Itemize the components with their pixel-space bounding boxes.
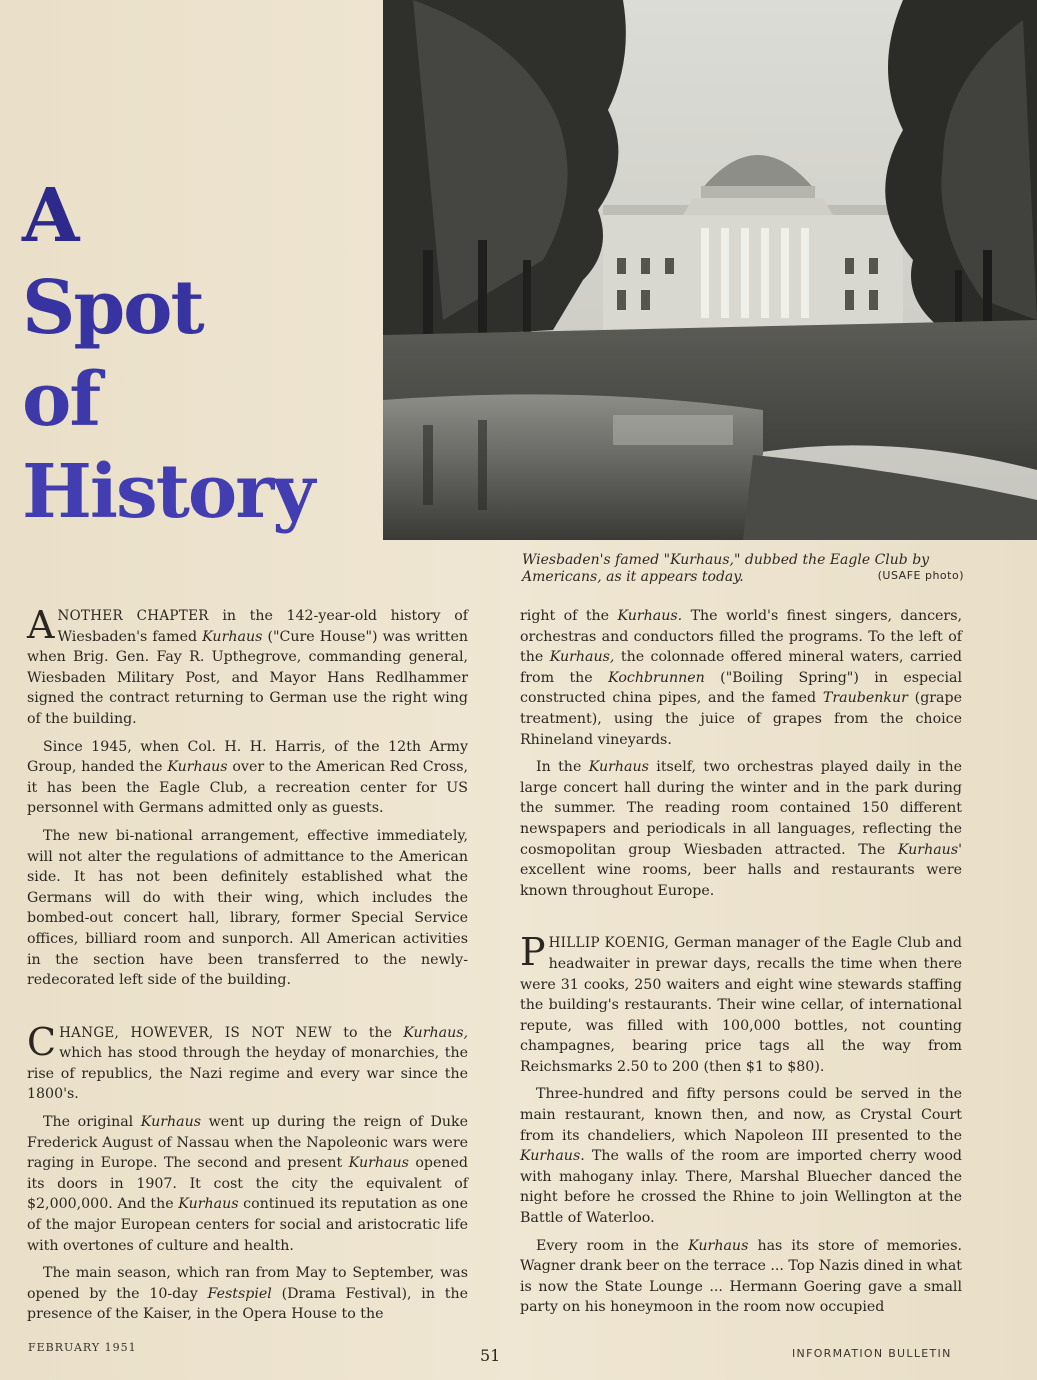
drop-cap: P — [520, 930, 546, 975]
lead-in-caps: NOTHER CHAPTER — [57, 608, 209, 624]
title-line-4: History — [22, 449, 314, 535]
photo-of-kurhaus-building-icon — [383, 0, 1037, 540]
title-line-1: A — [22, 173, 78, 259]
caption-line-1: Wiesbaden's famed "Kurhaus," dubbed the Eagle Club by — [522, 552, 930, 568]
right-column — [520, 606, 962, 1325]
lead-in-caps: HILLIP KOENIG, — [548, 935, 670, 952]
footer-date: FEBRUARY 1951 — [28, 1341, 137, 1354]
paragraph: Every room in the Kurhaus has its store of memories. Wagner drank beer on the terrace ... Top Nazis dined in what is now the State Lounge ... Hermann Goering gave a small party on his honeymoon in the room now occupied — [520, 1237, 962, 1316]
paragraph: Since 1945, when Col. H. H. Harris, of the 12th Army Group, handed the Kurhaus over to the American Red Cross, it has been the Eagle Club, a recreation center for US personnel with Germans admitted only as guests. — [27, 738, 468, 817]
title-line-2: Spot — [22, 265, 203, 351]
paragraph: In the Kurhaus itself, two orchestras played daily in the large concert hall during the winter and in the park during the summer. The reading room contained 150 different newspapers and periodicals in all languages, reflecting the cosmopolitan group Wiesbaden attracted. The Kurhaus' excellent wine rooms, beer halls and restaurants were known throughout Europe. — [520, 759, 962, 899]
drop-cap: A — [27, 603, 55, 647]
paragraph: The main season, which ran from May to September, was opened by the 10-day Festspiel (Drama Festival), in the presence of the Kaiser, in the Opera House to the — [27, 1265, 468, 1323]
footer-publication: INFORMATION BULLETIN — [792, 1347, 952, 1360]
paragraph: CHANGE, HOWEVER, IS NOT NEW to the Kurhaus, which has stood through the heyday of monarchies, the rise of republics, the Nazi regime and every war since the 1800's. — [27, 1019, 468, 1103]
kurhaus-photo — [383, 0, 1037, 540]
paragraph: PHILLIP KOENIG, German manager of the Eagle Club and headwaiter in prewar days, recalls the time when there were 31 cooks, 250 waiters and eight wine stewards staffing the building's restaurants. Their wine cellar, of international repute, was filled with 100,000 bottles, not counting champagnes, bearing price tags all the way from Reichsmarks 2.50 to 200 (then $1 to $80). — [520, 930, 963, 1075]
lead-in-caps: HANGE, HOWEVER, IS NOT NEW — [59, 1024, 332, 1041]
drop-cap: C — [27, 1019, 57, 1064]
paragraph: The new bi-national arrangement, effective immediately, will not alter the regulations of admittance to the American side. It has not been definitely established what the Germans will do with their wing, which includes the bombed-out concert hall, library, former Special Service offices, billiard room and sunporch. All American activities in the section have been transferred to the newly-redecorated left side of the building. — [27, 827, 468, 989]
paragraph: ANOTHER CHAPTER in the 142-year-old history of Wiesbaden's famed Kurhaus ("Cure House") was written when Brig. Gen. Fay R. Upthegrove, commanding general, Wiesbaden Military Post, and Mayor Hans Redlhammer signed the contract returning to German use the right wing of the building. — [27, 603, 468, 727]
article-title — [22, 170, 314, 538]
caption-line-2: Americans, as it appears today. — [522, 569, 744, 585]
page-number: 51 — [480, 1346, 501, 1365]
paragraph: Three-hundred and fifty persons could be served in the main restaurant, known then, and now, as Crystal Court from its chandeliers, which Napoleon III presented to the Kurhaus. The walls of the room are imported cherry wood with mahogany inlay. There, Marshal Bluecher danced the night before he crossed the Rhine to join Wellington at the Battle of Waterloo. — [520, 1086, 962, 1227]
paragraph: right of the Kurhaus. The world's finest singers, dancers, orchestras and conductors filled the programs. To the left of the Kurhaus, the colonnade offered mineral waters, carried from the Kochbrunnen ("Boiling Spring") in especial constructed china pipes, and the famed Traubenkur (grape treatment), using the juice of grapes from the choice Rhineland vineyards. — [520, 608, 962, 748]
left-column — [27, 603, 468, 1332]
paragraph: The original Kurhaus went up during the reign of Duke Frederick August of Nassau when the Napoleonic wars were raging in Europe. The second and present Kurhaus opened its doors in 1907. It cost the city the equivalent of $2,000,000. And the Kurhaus continued its reputation as one of the major European centers for social and aristocratic life with overtones of culture and health. — [27, 1114, 468, 1254]
photo-credit: (USAFE photo) — [877, 569, 964, 582]
title-line-3: of — [22, 357, 100, 443]
